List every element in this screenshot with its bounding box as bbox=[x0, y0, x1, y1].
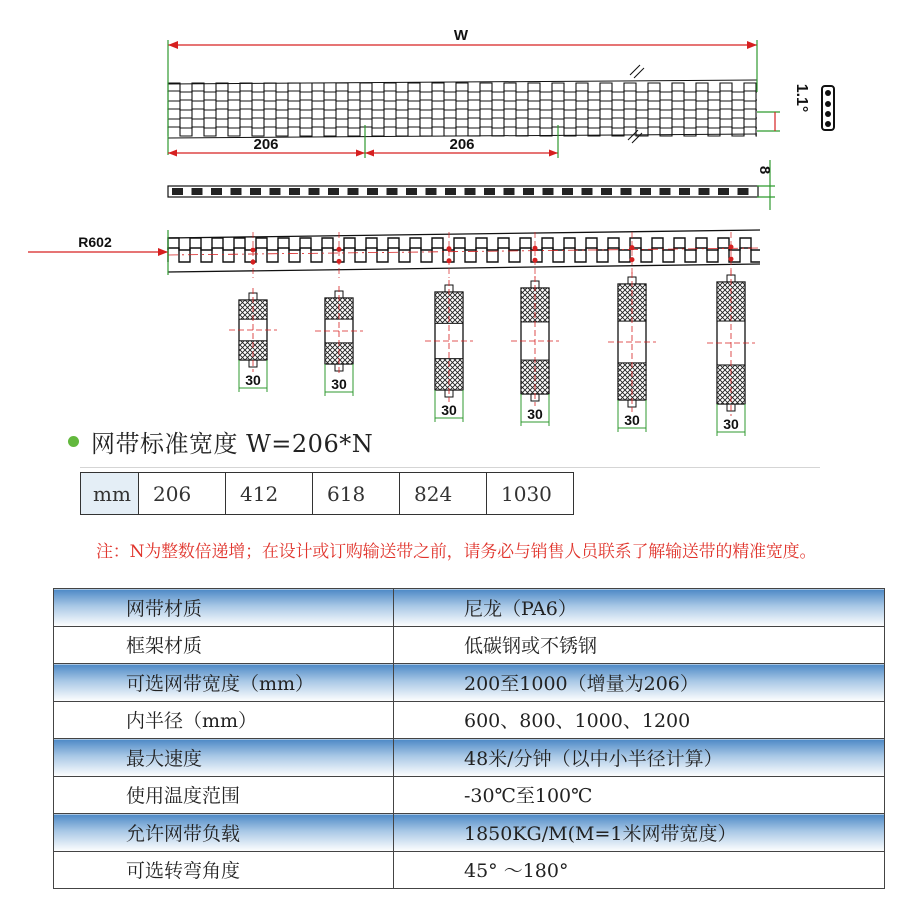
width-unit-cell: mm bbox=[81, 473, 139, 515]
sprocket-dim-label: 30 bbox=[624, 412, 640, 428]
dim-radius-label: R602 bbox=[78, 234, 112, 250]
spec-row bbox=[54, 814, 885, 852]
sprocket bbox=[608, 272, 656, 432]
spec-row bbox=[54, 776, 885, 814]
spec-key: 内半径（mm） bbox=[54, 701, 394, 739]
belt-technical-drawing bbox=[0, 0, 910, 432]
sprocket-dim-label: 30 bbox=[441, 402, 457, 418]
sprocket-dim-label: 30 bbox=[331, 376, 347, 392]
dim-angle-label: 1.1° bbox=[793, 83, 810, 113]
width-value-cell: 412 bbox=[226, 473, 313, 515]
dim-206-left: 206 bbox=[253, 136, 279, 153]
spec-key: 使用温度范围 bbox=[54, 776, 394, 814]
spec-row bbox=[54, 626, 885, 664]
spec-table bbox=[53, 588, 885, 889]
belt-side-view bbox=[168, 186, 758, 197]
spec-key: 最大速度 bbox=[54, 739, 394, 777]
width-value-cell: 824 bbox=[400, 473, 487, 515]
width-value-cell: 206 bbox=[139, 473, 226, 515]
spec-value: -30℃至100℃ bbox=[394, 776, 885, 814]
link-detail-icon bbox=[822, 86, 834, 130]
spec-key: 可选网带宽度（mm） bbox=[54, 664, 394, 702]
spec-row bbox=[54, 739, 885, 777]
spec-key: 允许网带负载 bbox=[54, 814, 394, 852]
spec-value: 600、800、1000、1200 bbox=[394, 701, 885, 739]
sprocket bbox=[707, 270, 755, 436]
spec-key: 可选转弯角度 bbox=[54, 851, 394, 889]
sprocket-dim-label: 30 bbox=[527, 406, 543, 422]
belt-turn-view bbox=[168, 230, 760, 278]
width-row bbox=[81, 473, 574, 515]
width-value-cell: 618 bbox=[313, 473, 400, 515]
dim-206-right: 206 bbox=[449, 136, 475, 153]
spec-value: 200至1000（增量为206） bbox=[394, 664, 885, 702]
dimension-lines bbox=[28, 27, 834, 275]
dim-thickness-label: 8 bbox=[756, 165, 773, 175]
spec-value: 尼龙（PA6） bbox=[394, 589, 885, 627]
standard-width-table bbox=[80, 472, 574, 515]
spec-value: 1850KG/M(M=1米网带宽度） bbox=[394, 814, 885, 852]
spec-value: 48米/分钟（以中小半径计算） bbox=[394, 739, 885, 777]
bullet-icon bbox=[68, 436, 79, 447]
width-value-cell: 1030 bbox=[487, 473, 574, 515]
spec-row bbox=[54, 701, 885, 739]
sprocket bbox=[229, 288, 277, 392]
spec-row bbox=[54, 589, 885, 627]
width-note: 注：N为整数倍递增；在设计或订购输送带之前，请务必与销售人员联系了解输送带的精准宽度。 bbox=[96, 542, 817, 562]
heading-text: 网带标准宽度 W=206*N bbox=[91, 429, 374, 458]
spec-row bbox=[54, 664, 885, 702]
spec-value: 低碳钢或不锈钢 bbox=[394, 626, 885, 664]
sprocket-dim-label: 30 bbox=[245, 372, 261, 388]
sprocket bbox=[425, 280, 473, 422]
belt-top-view bbox=[168, 80, 757, 138]
sprocket-row bbox=[229, 270, 755, 436]
sprocket bbox=[315, 286, 363, 396]
spec-key: 网带材质 bbox=[54, 589, 394, 627]
standard-width-heading bbox=[68, 424, 373, 458]
spec-value: 45° ～180° bbox=[394, 851, 885, 889]
dim-w-label: W bbox=[453, 27, 469, 44]
sprocket bbox=[511, 276, 559, 426]
spec-row bbox=[54, 851, 885, 889]
heading-divider bbox=[80, 467, 820, 468]
spec-key: 框架材质 bbox=[54, 626, 394, 664]
sprocket-dim-label: 30 bbox=[723, 416, 739, 432]
